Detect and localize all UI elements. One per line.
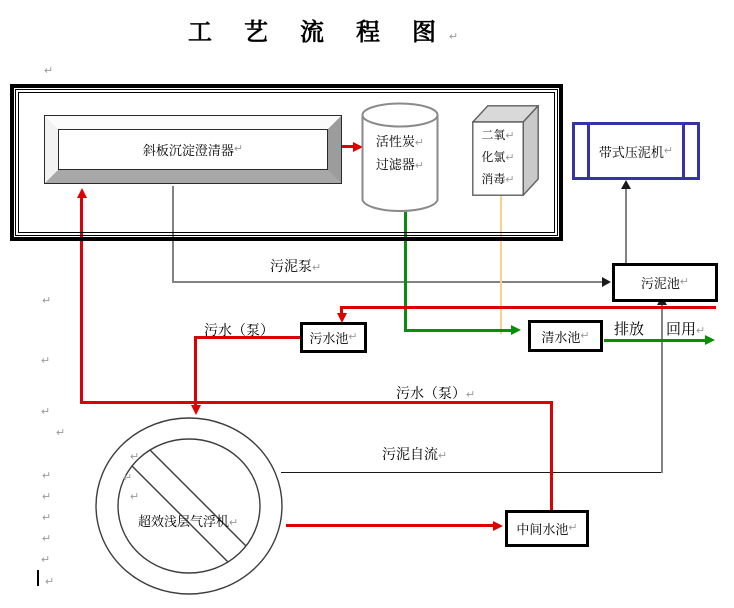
air-flotation-shape xyxy=(94,417,284,597)
arrow-into-belt-press-icon xyxy=(621,180,631,189)
carbon-filter-shape xyxy=(361,102,439,214)
intermediate-pool-label: 中间水池 xyxy=(516,522,569,537)
sludge-pump-line-horizontal xyxy=(172,281,602,283)
pilcrow-mark: ↵ xyxy=(663,144,674,157)
pilcrow-mark: ↵ xyxy=(41,406,51,418)
pilcrow-mark: ↵ xyxy=(41,554,51,566)
belt-press-shape xyxy=(572,122,700,180)
discharge-label: 排放 xyxy=(614,321,645,338)
disinfection-label-line3: 消毒↵ xyxy=(481,172,515,186)
reuse-label: 回用↵ xyxy=(666,321,706,338)
clarifier-shape xyxy=(45,116,341,183)
text-cursor xyxy=(37,570,39,586)
pilcrow-mark: ↵ xyxy=(233,143,244,155)
pilcrow-mark: ↵ xyxy=(130,451,140,463)
pilcrow-mark: ↵ xyxy=(130,491,140,503)
discharge-reuse-arrow-icon xyxy=(705,335,715,345)
belt-press-roller-left xyxy=(587,125,590,177)
flotation-to-intermediate-line xyxy=(286,524,494,527)
clean-water-pool-shape: 清水池 ↵ xyxy=(528,320,603,352)
drain-to-sewage-horizontal xyxy=(340,306,716,309)
disinfection-shape xyxy=(472,105,539,196)
sewage-pump-left-label: 污水（泵） xyxy=(204,322,274,338)
sewage-pool-label: 污水池 xyxy=(309,331,349,346)
sewage-pump-bottom-label: 污水（泵）↵ xyxy=(396,385,476,401)
disinfection-label-line1: 二氧↵ xyxy=(481,128,515,142)
pilcrow-mark: ↵ xyxy=(42,533,52,545)
disinfection-label-line2: 化氯↵ xyxy=(481,150,515,164)
pump-return-line-drop xyxy=(550,401,553,510)
clean-water-pool-label: 清水池 xyxy=(541,329,581,345)
clarifier-label: 斜板沉淀澄清器 xyxy=(142,143,234,158)
pilcrow-mark: ↵ xyxy=(56,427,66,439)
sludge-pump-label: 污泥泵↵ xyxy=(270,258,322,274)
page-title: 工 艺 流 程 图↵ xyxy=(188,20,459,46)
pilcrow-mark: ↵ xyxy=(41,355,51,367)
pilcrow-mark: ↵ xyxy=(42,512,52,524)
pilcrow-mark: ↵ xyxy=(42,295,52,307)
sludge-gravity-label: 污泥自流↵ xyxy=(382,446,448,462)
flotation-circle-icon xyxy=(94,417,284,597)
arrow-into-intermediate-pool-icon xyxy=(493,521,503,531)
air-flotation-label: 超效浅层气浮机↵ xyxy=(138,514,239,529)
sludge-gravity-line-vertical xyxy=(661,300,663,473)
sludge-to-press-line xyxy=(625,184,627,263)
discharge-reuse-line xyxy=(604,339,706,342)
carbon-filter-label-line1: 活性炭↵ xyxy=(375,134,425,149)
pilcrow-mark: ↵ xyxy=(44,65,54,77)
belt-press-roller-right xyxy=(682,125,685,177)
pilcrow-mark: ↵ xyxy=(42,491,52,503)
pump-return-line-horizontal xyxy=(80,401,553,404)
sewage-to-flotation-vertical xyxy=(194,336,197,406)
sludge-gravity-line-horizontal xyxy=(281,472,663,473)
sewage-pool-shape: 污水池 ↵ xyxy=(300,322,367,353)
carbon-filter-label-line2: 过滤器↵ xyxy=(375,157,425,172)
pilcrow-mark: ↵ xyxy=(123,472,133,484)
arrow-into-sludge-pool-icon xyxy=(602,277,611,287)
arrow-into-flotation-icon xyxy=(191,405,201,415)
clean-water-line-horizontal xyxy=(404,329,512,332)
sludge-pool-label: 污泥池 xyxy=(640,276,680,291)
pilcrow-mark: ↵ xyxy=(45,576,55,588)
pilcrow-mark: ↵ xyxy=(42,470,52,482)
arrow-into-clean-pool-icon xyxy=(511,325,521,335)
sludge-pool-shape: 污泥池 ↵ xyxy=(612,263,718,302)
intermediate-pool-shape: 中间水池 ↵ xyxy=(505,510,589,547)
belt-press-label: 带式压泥机 xyxy=(598,144,664,160)
pilcrow-mark: ↵ xyxy=(449,31,459,43)
